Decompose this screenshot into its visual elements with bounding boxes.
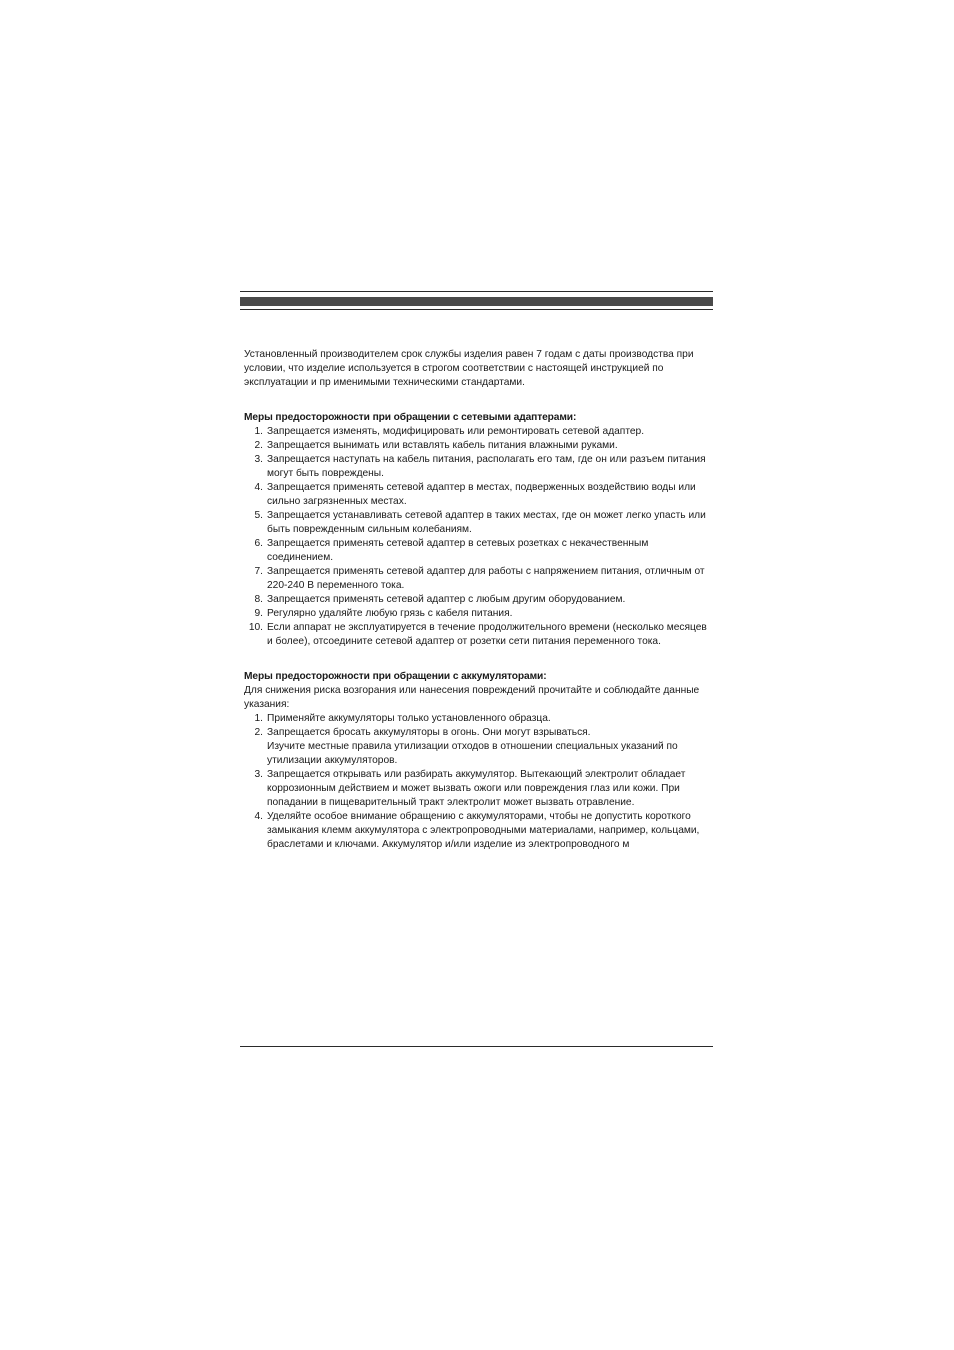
item-text: Запрещается применять сетевой адаптер в местах, подверженных воздействию воды или сильно загрязненных местах. — [267, 482, 696, 507]
item-number: 10. — [248, 622, 263, 633]
item-text: Запрещается вынимать или вставлять кабель питания влажными руками. — [267, 440, 618, 451]
item-text: Запрещается применять сетевой адаптер в сетевых розетках с некачественным соединением. — [267, 538, 649, 563]
item-text: Регулярно удаляйте любую грязь с кабеля питания. — [267, 608, 513, 619]
item-text: Запрещается открывать или разбирать аккумулятор. Вытекающий электролит обладает коррозионным действием и может вызвать ожоги или повреждения глаз или кожи. При попадании в пищеварительный тракт электролит может вызвать отравление. — [267, 769, 686, 808]
adapters-list — [244, 425, 714, 649]
list-item — [244, 425, 714, 439]
batteries-heading: Меры предосторожности при обращении с аккумуляторами: — [244, 671, 547, 682]
item-number: 5. — [254, 510, 263, 521]
item-text: Применяйте аккумуляторы только установленного образца. — [267, 713, 551, 724]
item-number: 4. — [254, 482, 263, 493]
list-item — [244, 726, 714, 768]
item-text: Запрещается применять сетевой адаптер для работы с напряжением питания, отличным от 220-240 В переменного тока. — [267, 566, 705, 591]
item-number: 2. — [254, 440, 263, 451]
item-text: Если аппарат не эксплуатируется в течение продолжительного времени (несколько месяцев и более), отсоедините сетевой адаптер от розетки сети питания переменного тока. — [267, 622, 707, 647]
item-number: 9. — [254, 608, 263, 619]
item-number: 3. — [254, 454, 263, 465]
item-text: Запрещается бросать аккумуляторы в огонь. Они могут взрываться. — [267, 727, 591, 738]
batteries-intro: Для снижения риска возгорания или нанесения повреждений прочитайте и соблюдайте данные указания: — [244, 685, 700, 710]
item-text: Уделяйте особое внимание обращению с аккумуляторами, чтобы не допустить короткого замыкания клемм аккумулятора с электропроводными материалами, например, кольцами, браслетами и ключами. Аккумулятор и/или изделие из электропроводного м — [267, 811, 700, 850]
footer-rule — [240, 1046, 713, 1047]
item-subtext: Изучите местные правила утилизации отходов в отношении специальных указаний по утилизации аккумуляторов. — [267, 741, 678, 766]
list-item — [244, 509, 714, 537]
document-body — [244, 348, 714, 873]
list-item — [244, 810, 714, 852]
list-item — [244, 439, 714, 453]
header-rule-thick — [240, 297, 713, 306]
list-item — [244, 481, 714, 509]
header-rule-thin — [240, 291, 713, 292]
item-number: 1. — [254, 426, 263, 437]
list-item — [244, 453, 714, 481]
item-text: Запрещается применять сетевой адаптер с любым другим оборудованием. — [267, 594, 626, 605]
batteries-section — [244, 670, 714, 852]
item-number: 4. — [254, 811, 263, 822]
list-item — [244, 768, 714, 810]
item-text: Запрещается изменять, модифицировать или ремонтировать сетевой адаптер. — [267, 426, 645, 437]
item-number: 2. — [254, 727, 263, 738]
item-number: 3. — [254, 769, 263, 780]
list-item — [244, 712, 714, 726]
list-item — [244, 565, 714, 593]
list-item — [244, 537, 714, 565]
item-text: Запрещается наступать на кабель питания, располагать его там, где он или разъем питания могут быть повреждены. — [267, 454, 706, 479]
batteries-list — [244, 712, 714, 852]
item-text: Запрещается устанавливать сетевой адаптер в таких местах, где он может легко упасть или быть поврежденным сильным колебаниям. — [267, 510, 706, 535]
item-number: 1. — [254, 713, 263, 724]
header-rule-under — [240, 309, 713, 310]
item-number: 8. — [254, 594, 263, 605]
adapters-heading: Меры предосторожности при обращении с сетевыми адаптерами: — [244, 412, 577, 423]
adapters-section — [244, 411, 714, 649]
list-item — [244, 621, 714, 649]
service-life-paragraph: Установленный производителем срок службы изделия равен 7 годам с даты производства при условии, что изделие используется в строгом соответствии с настоящей инструкцией по эксплуатации и пр именимыми техническими стандартами. — [244, 349, 694, 388]
list-item — [244, 607, 714, 621]
list-item — [244, 593, 714, 607]
item-number: 6. — [254, 538, 263, 549]
item-number: 7. — [254, 566, 263, 577]
